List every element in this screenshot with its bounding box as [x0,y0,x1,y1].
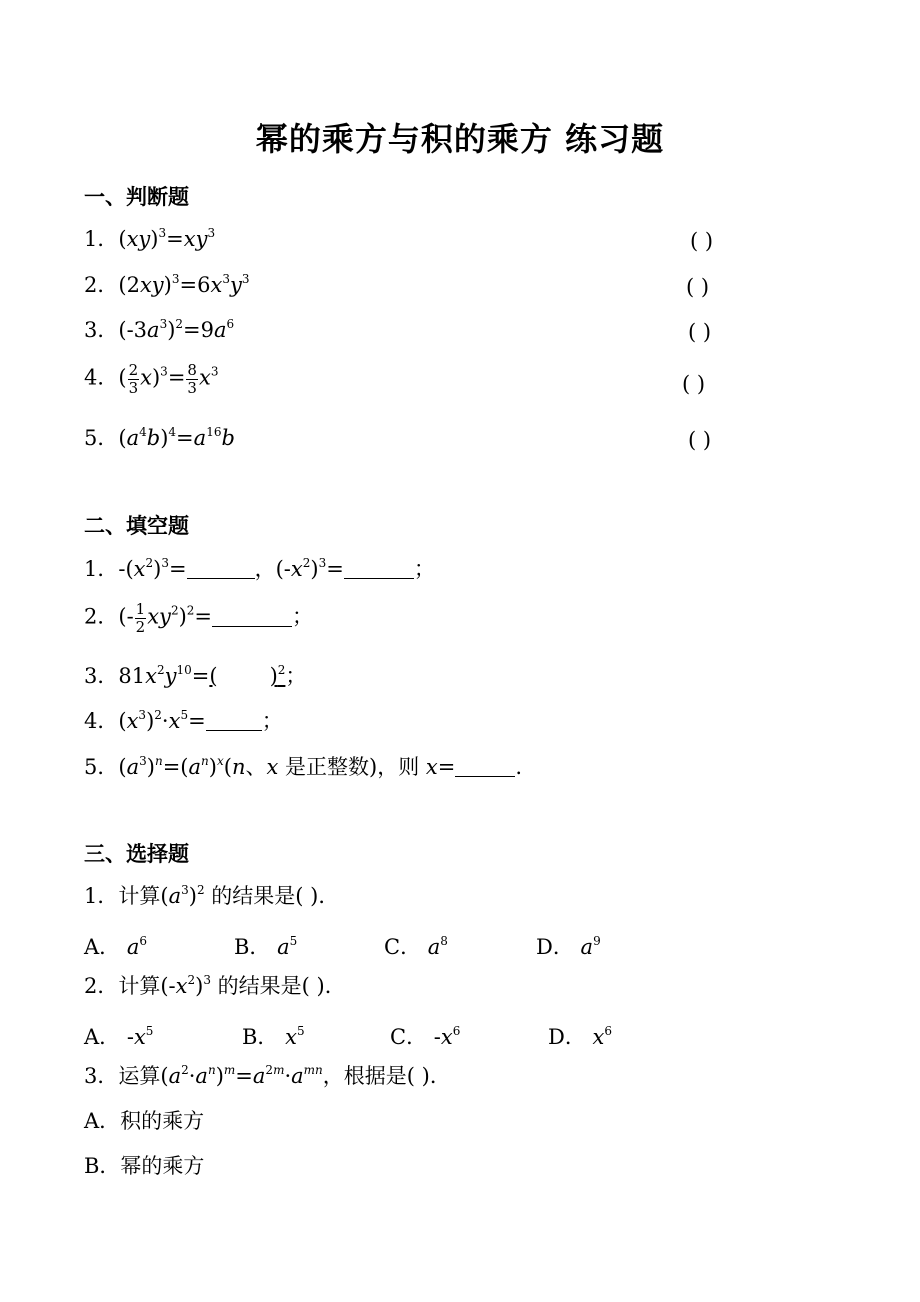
answer-blank[interactable] [206,712,262,731]
answer-blank[interactable] [212,608,292,627]
option-c[interactable]: C． $-x^6$ [390,1024,461,1049]
choice-question-1: 1．计算$(a^3)^2$ 的结果是( )． [84,883,340,908]
fill-question-5: 5．$(a^3)^n=(a^n)^x(n$、x 是正整数)，则 x= . [84,754,523,779]
option-b[interactable]: B．幂的乘方 [84,1154,205,1178]
answer-blank[interactable] [455,758,515,777]
answer-blank[interactable] [344,560,414,579]
option-a[interactable]: A． $a^6$ [84,934,148,959]
option-d[interactable]: D． $x^6$ [548,1024,613,1049]
choice-question-3: 3．运算$(a^2\cdot a^n)^m=a^{2m}\cdot a^{mn}$，根据是( )． [84,1063,451,1088]
choice-question-2: 2．计算$(-x^2)^3$ 的结果是( )． [84,973,346,998]
answer-paren-5[interactable]: ( ) [688,428,712,452]
option-b[interactable]: B． $x^5$ [242,1024,305,1049]
answer-paren-1[interactable]: ( ) [690,229,714,253]
fill-question-1: 1．$-(x^2)^3=$ ，$(-x^2)^3=$ ； [84,556,435,581]
answer-paren-2[interactable]: ( ) [686,275,710,299]
section-heading-judge: 一、判断题 [84,185,189,209]
judge-question-2: 2．$(2xy)^3=6x^3y^3$ [84,272,250,297]
judge-question-5: 5．$(a^4b)^4=a^{16}b$ [84,425,235,450]
option-a[interactable]: A．积的乘方 [84,1109,205,1133]
option-c[interactable]: C． $a^8$ [384,934,448,959]
page-title: 幂的乘方与积的乘方 练习题 [255,120,665,158]
answer-blank[interactable] [187,560,255,579]
choice-options-1 [84,931,844,959]
judge-question-4: 4．( $\frac{2}{3}$ x)$^3$= $\frac{8}{3}$ $x^3$ [84,361,219,397]
fill-question-4: 4．$(x^3)^2\cdot x^5=$ ； [84,708,283,733]
choice-options-2 [84,1021,844,1049]
section-heading-fill: 二、填空题 [84,514,189,538]
fill-question-2: 2．(- $\frac{1}{2}$ $xy^2)^2=$ ； [84,600,314,636]
answer-paren-4[interactable]: ( ) [682,372,706,396]
section-heading-choice: 三、选择题 [84,842,189,866]
answer-paren-3[interactable]: ( ) [688,320,712,344]
fill-question-3: 3．$81x^2y^{10}=$( )$^2$； [84,663,307,688]
option-d[interactable]: D． $a^9$ [536,934,601,959]
judge-question-3: 3．$(-3a^3)^2=9a^6$ [84,317,235,342]
judge-question-1: 1．$(xy)^3=xy^3$ [84,226,216,251]
option-a[interactable]: A． $-x^5$ [84,1024,154,1049]
option-b[interactable]: B． $a^5$ [234,934,298,959]
